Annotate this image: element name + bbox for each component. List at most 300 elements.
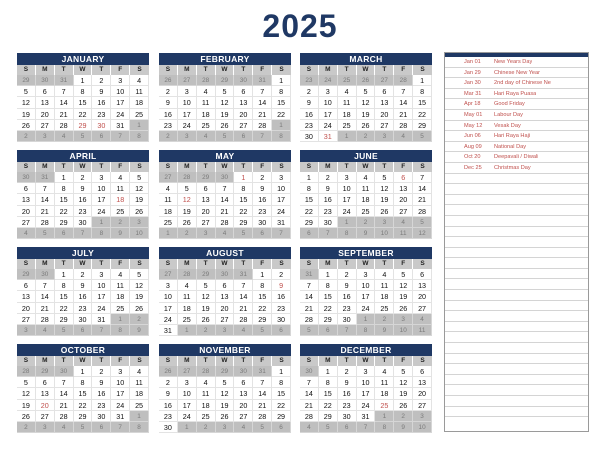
day-cell: 27 (234, 120, 253, 131)
day-grid (17, 172, 149, 239)
day-cell: 31 (357, 411, 376, 422)
day-cell: 2 (159, 86, 178, 97)
adjacent-month-day: 5 (413, 131, 432, 142)
day-cell: 20 (394, 194, 413, 205)
adjacent-month-day: 2 (375, 314, 394, 325)
holiday-blank-line (445, 248, 588, 259)
day-cell: 2 (74, 172, 93, 183)
day-cell: 30 (253, 217, 272, 228)
day-cell: 5 (216, 377, 235, 388)
day-cell: 16 (338, 291, 357, 302)
day-cell: 12 (394, 377, 413, 388)
day-cell: 28 (394, 120, 413, 131)
day-cell: 14 (300, 388, 319, 399)
day-cell: 24 (111, 109, 130, 120)
holiday-day: 29 (74, 120, 93, 131)
holiday-name: Chinese New Year (494, 69, 541, 76)
day-cell: 10 (111, 86, 130, 97)
adjacent-month-day: 4 (300, 422, 319, 433)
day-cell: 24 (92, 206, 111, 217)
day-cell: 5 (357, 86, 376, 97)
adjacent-month-day: 30 (36, 75, 55, 86)
adjacent-month-day: 1 (375, 411, 394, 422)
day-cell: 22 (74, 400, 93, 411)
holiday-blank-line (445, 237, 588, 248)
month-name: FEBRUARY (159, 53, 291, 65)
day-cell: 12 (394, 280, 413, 291)
adjacent-month-day: 30 (234, 366, 253, 377)
day-cell: 27 (36, 120, 55, 131)
day-cell: 11 (111, 183, 130, 194)
weekday-label: S (272, 162, 291, 172)
holiday-blank-line (445, 279, 588, 290)
weekday-row (17, 259, 149, 269)
holiday-day: 31 (319, 131, 338, 142)
adjacent-month-day: 31 (300, 269, 319, 280)
day-cell: 21 (300, 400, 319, 411)
day-grid (17, 366, 149, 433)
weekday-label: W (74, 356, 93, 366)
adjacent-month-day: 6 (253, 228, 272, 239)
weekday-label: S (17, 356, 36, 366)
day-cell: 26 (375, 206, 394, 217)
month-january (17, 53, 149, 142)
month-october (17, 344, 149, 433)
weekday-label: W (74, 162, 93, 172)
day-cell: 16 (338, 388, 357, 399)
adjacent-month-day: 28 (197, 75, 216, 86)
day-cell: 9 (159, 388, 178, 399)
day-cell: 7 (413, 172, 432, 183)
weekday-label: T (234, 259, 253, 269)
day-cell: 19 (394, 388, 413, 399)
adjacent-month-day: 3 (375, 131, 394, 142)
adjacent-month-day: 8 (338, 228, 357, 239)
day-cell: 31 (111, 411, 130, 422)
weekday-label: F (253, 162, 272, 172)
day-cell: 25 (159, 217, 178, 228)
adjacent-month-day: 4 (394, 217, 413, 228)
day-cell: 24 (357, 400, 376, 411)
weekday-label: T (197, 65, 216, 75)
day-cell: 22 (234, 206, 253, 217)
day-cell: 7 (394, 86, 413, 97)
adjacent-month-day: 4 (17, 228, 36, 239)
adjacent-month-day: 28 (17, 366, 36, 377)
day-cell: 13 (375, 97, 394, 108)
day-cell: 13 (394, 183, 413, 194)
weekday-row (17, 65, 149, 75)
day-cell: 2 (159, 377, 178, 388)
day-cell: 25 (111, 206, 130, 217)
day-cell: 18 (111, 291, 130, 302)
day-cell: 25 (178, 314, 197, 325)
day-cell: 31 (111, 120, 130, 131)
adjacent-month-day: 2 (357, 217, 376, 228)
day-cell: 10 (357, 280, 376, 291)
day-cell: 13 (36, 97, 55, 108)
day-cell: 8 (234, 183, 253, 194)
weekday-label: W (216, 259, 235, 269)
day-cell: 30 (319, 217, 338, 228)
weekday-label: T (55, 259, 74, 269)
adjacent-month-day: 2 (394, 411, 413, 422)
day-cell: 29 (74, 411, 93, 422)
weekday-label: S (300, 162, 319, 172)
months-grid (17, 53, 442, 438)
day-cell: 18 (130, 97, 149, 108)
holiday-date: May 12 (464, 122, 483, 129)
day-cell: 6 (197, 183, 216, 194)
day-cell: 20 (375, 109, 394, 120)
weekday-label: T (55, 356, 74, 366)
day-grid (159, 366, 291, 433)
day-cell: 30 (300, 131, 319, 142)
day-cell: 22 (253, 303, 272, 314)
adjacent-month-day: 10 (394, 325, 413, 336)
day-cell: 12 (130, 280, 149, 291)
day-cell: 29 (300, 217, 319, 228)
adjacent-month-day: 24 (319, 75, 338, 86)
month-name: MARCH (300, 53, 432, 65)
adjacent-month-day: 31 (55, 75, 74, 86)
adjacent-month-day: 1 (130, 120, 149, 131)
day-cell: 4 (178, 280, 197, 291)
adjacent-month-day: 3 (216, 422, 235, 433)
day-cell: 28 (300, 411, 319, 422)
adjacent-month-day: 3 (216, 325, 235, 336)
adjacent-month-day: 23 (300, 75, 319, 86)
weekday-label: F (394, 162, 413, 172)
day-cell: 15 (272, 97, 291, 108)
weekday-label: S (130, 162, 149, 172)
day-cell: 18 (130, 388, 149, 399)
adjacent-month-day: 28 (178, 269, 197, 280)
day-cell: 22 (55, 206, 74, 217)
day-cell: 8 (272, 377, 291, 388)
adjacent-month-day: 1 (159, 228, 178, 239)
day-cell: 28 (253, 120, 272, 131)
holiday-row (445, 152, 588, 163)
day-cell: 12 (216, 388, 235, 399)
holiday-day: 6 (394, 172, 413, 183)
day-cell: 4 (197, 86, 216, 97)
day-cell: 15 (253, 291, 272, 302)
holiday-date: Jan 01 (464, 59, 481, 65)
adjacent-month-day: 8 (111, 325, 130, 336)
day-cell: 11 (178, 291, 197, 302)
weekday-label: S (159, 356, 178, 366)
weekday-label: M (36, 162, 55, 172)
day-cell: 19 (197, 303, 216, 314)
day-cell: 9 (159, 97, 178, 108)
month-september (300, 247, 432, 336)
day-cell: 8 (74, 377, 93, 388)
day-cell: 5 (178, 183, 197, 194)
holiday-panel (444, 52, 589, 432)
adjacent-month-day: 3 (178, 131, 197, 142)
day-cell: 26 (17, 411, 36, 422)
weekday-label: S (17, 259, 36, 269)
day-cell: 25 (130, 400, 149, 411)
month-name: SEPTEMBER (300, 247, 432, 259)
day-cell: 20 (17, 303, 36, 314)
day-cell: 5 (394, 366, 413, 377)
adjacent-month-day: 7 (319, 228, 338, 239)
weekday-label: S (272, 356, 291, 366)
day-cell: 10 (272, 183, 291, 194)
day-grid (17, 269, 149, 336)
day-cell: 3 (319, 86, 338, 97)
weekday-label: M (36, 356, 55, 366)
day-cell: 12 (197, 291, 216, 302)
weekday-label: S (159, 162, 178, 172)
day-cell: 28 (55, 120, 74, 131)
weekday-label: T (92, 356, 111, 366)
day-cell: 29 (319, 314, 338, 325)
day-cell: 26 (178, 217, 197, 228)
day-cell: 3 (92, 172, 111, 183)
month-july (17, 247, 149, 336)
day-cell: 9 (319, 183, 338, 194)
day-cell: 24 (92, 303, 111, 314)
day-cell: 9 (300, 97, 319, 108)
weekday-row (17, 162, 149, 172)
holiday-row (445, 131, 588, 142)
day-cell: 1 (319, 366, 338, 377)
weekday-label: S (300, 259, 319, 269)
weekday-label: S (413, 259, 432, 269)
day-cell: 3 (92, 269, 111, 280)
weekday-label: F (253, 356, 272, 366)
adjacent-month-day: 3 (375, 217, 394, 228)
holiday-blank-line (445, 407, 588, 418)
holiday-day: 30 (92, 120, 111, 131)
day-cell: 15 (74, 97, 93, 108)
day-cell: 31 (159, 325, 178, 336)
day-cell: 3 (111, 75, 130, 86)
adjacent-month-day: 7 (111, 131, 130, 142)
day-cell: 8 (319, 377, 338, 388)
day-cell: 4 (111, 269, 130, 280)
day-cell: 19 (17, 400, 36, 411)
day-cell: 23 (300, 120, 319, 131)
day-cell: 11 (130, 377, 149, 388)
day-cell: 3 (178, 377, 197, 388)
day-cell: 7 (36, 280, 55, 291)
day-cell: 17 (272, 194, 291, 205)
weekday-label: F (253, 259, 272, 269)
adjacent-month-day: 5 (319, 422, 338, 433)
day-cell: 7 (300, 280, 319, 291)
adjacent-month-day: 7 (338, 325, 357, 336)
holiday-date: Aug 09 (464, 143, 482, 150)
adjacent-month-day: 7 (272, 228, 291, 239)
day-cell: 1 (319, 269, 338, 280)
weekday-label: W (357, 162, 376, 172)
holiday-blank-line (445, 205, 588, 216)
holiday-blank-line (445, 311, 588, 322)
weekday-label: T (197, 356, 216, 366)
month-name: JUNE (300, 150, 432, 162)
adjacent-month-day: 4 (197, 131, 216, 142)
day-cell: 14 (300, 291, 319, 302)
day-cell: 29 (413, 120, 432, 131)
adjacent-month-day: 29 (17, 269, 36, 280)
weekday-label: S (130, 259, 149, 269)
day-cell: 13 (36, 388, 55, 399)
adjacent-month-day: 29 (197, 172, 216, 183)
adjacent-month-day: 1 (338, 131, 357, 142)
day-cell: 25 (111, 303, 130, 314)
day-cell: 14 (216, 194, 235, 205)
day-cell: 19 (130, 291, 149, 302)
holiday-day: 25 (375, 400, 394, 411)
weekday-label: S (413, 162, 432, 172)
day-cell: 17 (159, 303, 178, 314)
holiday-row (445, 121, 588, 132)
adjacent-month-day: 1 (178, 325, 197, 336)
day-cell: 19 (130, 194, 149, 205)
holiday-blank-line (445, 290, 588, 301)
holiday-blank-line (445, 375, 588, 386)
day-cell: 12 (357, 97, 376, 108)
day-cell: 20 (234, 400, 253, 411)
weekday-label: M (319, 65, 338, 75)
day-cell: 30 (74, 314, 93, 325)
month-june (300, 150, 432, 239)
adjacent-month-day: 30 (300, 366, 319, 377)
adjacent-month-day: 6 (272, 422, 291, 433)
weekday-label: F (394, 259, 413, 269)
weekday-label: F (394, 65, 413, 75)
day-cell: 5 (375, 172, 394, 183)
weekday-label: W (216, 356, 235, 366)
adjacent-month-day: 9 (394, 422, 413, 433)
day-cell: 17 (92, 194, 111, 205)
day-cell: 29 (234, 217, 253, 228)
day-cell: 16 (300, 109, 319, 120)
adjacent-month-day: 1 (130, 411, 149, 422)
day-cell: 2 (338, 366, 357, 377)
day-cell: 23 (159, 411, 178, 422)
adjacent-month-day: 7 (111, 422, 130, 433)
adjacent-month-day: 31 (234, 269, 253, 280)
weekday-label: T (375, 65, 394, 75)
day-grid (159, 172, 291, 239)
adjacent-month-day: 7 (92, 325, 111, 336)
day-cell: 7 (253, 86, 272, 97)
adjacent-month-day: 31 (36, 172, 55, 183)
adjacent-month-day: 10 (413, 422, 432, 433)
day-cell: 26 (17, 120, 36, 131)
day-cell: 1 (74, 366, 93, 377)
adjacent-month-day: 4 (394, 131, 413, 142)
day-cell: 1 (272, 366, 291, 377)
day-cell: 6 (36, 86, 55, 97)
weekday-label: M (178, 356, 197, 366)
day-cell: 16 (92, 388, 111, 399)
day-cell: 21 (413, 194, 432, 205)
day-cell: 17 (319, 109, 338, 120)
day-cell: 31 (92, 314, 111, 325)
day-cell: 20 (197, 206, 216, 217)
day-cell: 26 (394, 400, 413, 411)
day-cell: 27 (216, 314, 235, 325)
day-cell: 14 (253, 97, 272, 108)
day-cell: 3 (111, 366, 130, 377)
holiday-row (445, 89, 588, 100)
day-cell: 14 (55, 388, 74, 399)
day-cell: 18 (338, 109, 357, 120)
weekday-label: S (413, 65, 432, 75)
holiday-blank-line (445, 364, 588, 375)
adjacent-month-day: 8 (375, 422, 394, 433)
adjacent-month-day: 6 (92, 422, 111, 433)
adjacent-month-day: 1 (92, 217, 111, 228)
weekday-label: T (338, 356, 357, 366)
day-cell: 27 (394, 206, 413, 217)
adjacent-month-day: 5 (253, 422, 272, 433)
adjacent-month-day: 9 (375, 325, 394, 336)
weekday-label: T (234, 65, 253, 75)
holiday-date: May 01 (464, 111, 483, 118)
weekday-label: W (357, 356, 376, 366)
adjacent-month-day: 31 (253, 75, 272, 86)
holiday-list (445, 57, 588, 417)
day-cell: 23 (159, 120, 178, 131)
day-cell: 29 (272, 411, 291, 422)
weekday-label: M (178, 65, 197, 75)
adjacent-month-day: 3 (130, 217, 149, 228)
adjacent-month-day: 6 (55, 228, 74, 239)
holiday-name: Hari Raya Puasa (494, 90, 537, 97)
day-cell: 16 (159, 109, 178, 120)
day-cell: 7 (216, 183, 235, 194)
day-cell: 15 (272, 388, 291, 399)
day-cell: 24 (357, 303, 376, 314)
day-cell: 27 (197, 217, 216, 228)
day-cell: 5 (17, 377, 36, 388)
day-cell: 13 (413, 377, 432, 388)
day-cell: 15 (74, 388, 93, 399)
day-grid (300, 75, 432, 142)
holiday-name: National Day (494, 143, 527, 150)
adjacent-month-day: 3 (394, 314, 413, 325)
adjacent-month-day: 2 (197, 325, 216, 336)
adjacent-month-day: 2 (357, 131, 376, 142)
day-cell: 2 (319, 172, 338, 183)
day-cell: 3 (357, 269, 376, 280)
day-cell: 15 (55, 291, 74, 302)
day-cell: 27 (413, 400, 432, 411)
day-cell: 16 (253, 194, 272, 205)
adjacent-month-day: 2 (17, 131, 36, 142)
day-cell: 17 (357, 291, 376, 302)
weekday-label: F (111, 65, 130, 75)
day-cell: 16 (272, 291, 291, 302)
month-name: OCTOBER (17, 344, 149, 356)
day-cell: 13 (234, 97, 253, 108)
adjacent-month-day: 30 (36, 269, 55, 280)
day-cell: 25 (130, 109, 149, 120)
day-cell: 23 (338, 400, 357, 411)
day-cell: 25 (197, 120, 216, 131)
day-cell: 2 (92, 366, 111, 377)
adjacent-month-day: 5 (253, 325, 272, 336)
weekday-label: M (319, 259, 338, 269)
adjacent-month-day: 6 (272, 325, 291, 336)
